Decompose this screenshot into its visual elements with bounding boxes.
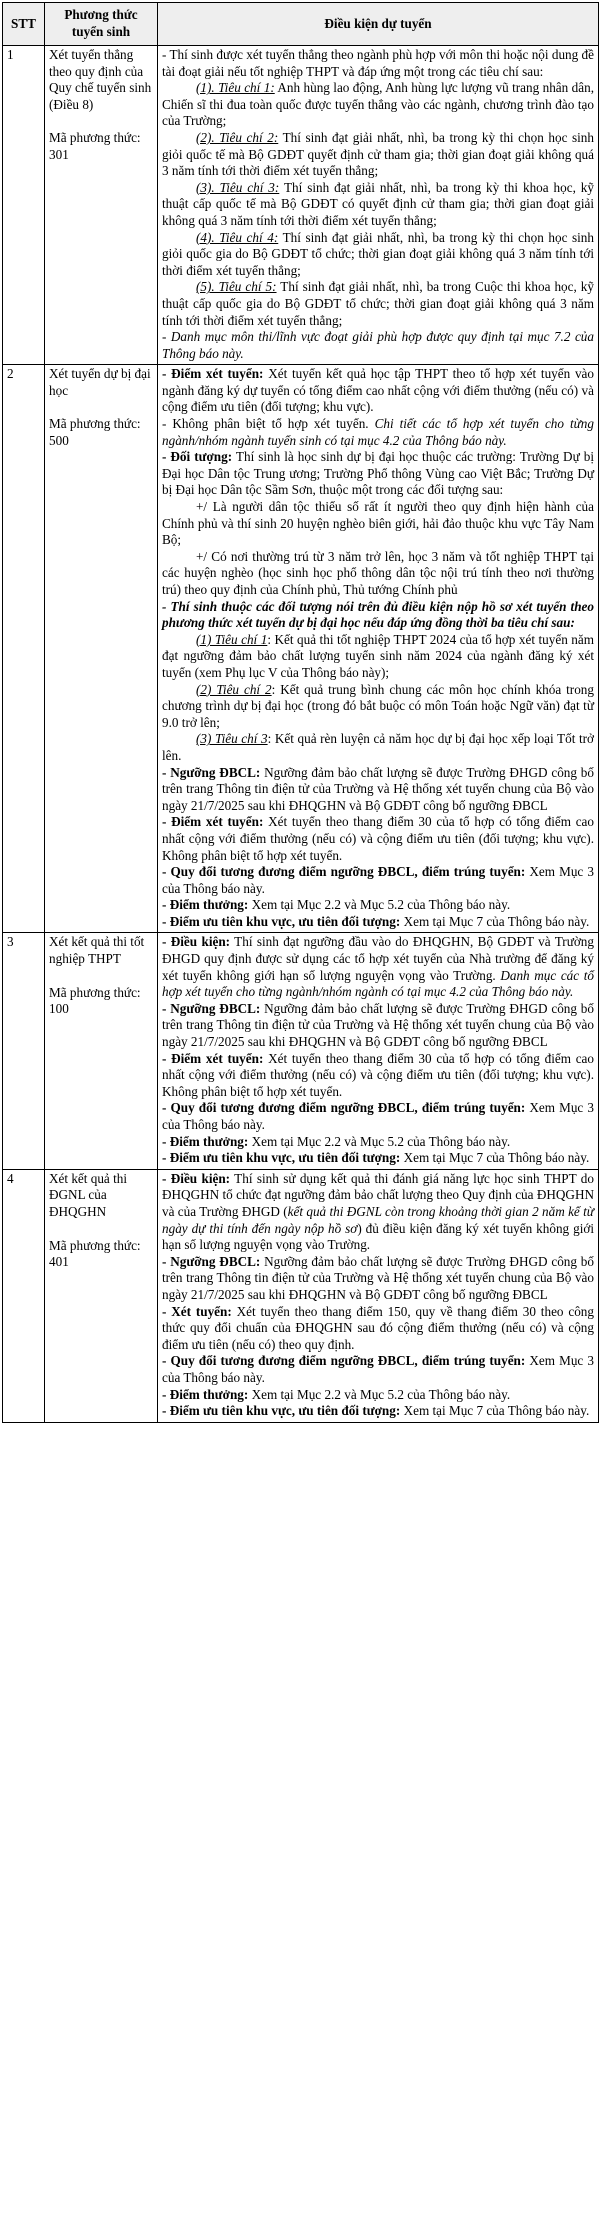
row-stt: 3 <box>3 933 45 1169</box>
condition-priority: - Điểm ưu tiên khu vực, ưu tiên đối tượng: Xem tại Mục 7 của Thông báo này. <box>162 913 590 929</box>
method-name: Xét tuyển dự bị đại học <box>49 366 151 398</box>
row-stt: 1 <box>3 46 45 365</box>
row-stt: 4 <box>3 1169 45 1422</box>
criterion: (4). Tiêu chí 4: Thí sinh đạt giải nhất, nhì, ba trong kỳ thi chọn học sinh giỏi quốc gia do Bộ GDĐT tổ chức; thời gian đoạt giải không quá 3 năm tính tới thời điểm xét tuyển thẳng; <box>162 229 594 278</box>
header-method: Phương thức tuyển sinh <box>45 3 158 46</box>
row-condition <box>158 1169 599 1422</box>
condition-priority: - Điểm ưu tiên khu vực, ưu tiên đối tượng: Xem tại Mục 7 của Thông báo này. <box>162 1150 590 1166</box>
target-item: +/ Là người dân tộc thiểu số rất ít người theo quy định hiện hành của Chính phủ và thí sinh 20 huyện nghèo biên giới, hải đảo thuộc khu vực Tây Nam Bộ; <box>162 499 594 548</box>
condition-requirement: - Điều kiện: Thí sinh sử dụng kết quả thi đánh giá năng lực học sinh THPT do ĐHQGHN tổ chức đạt ngưỡng đảm bảo chất lượng theo Quy định của ĐHQGHN và của Trường ĐHGD (kết quả thi ĐGNL còn trong khoảng thời gian 2 năm kể từ ngày dự thi tính đến ngày nộp hồ sơ) đủ điều kiện đăng ký xét tuyển không giới hạn số lượng nguyện vọng vào Trường. <box>162 1170 594 1253</box>
condition-requirement: - Điều kiện: Thí sinh đạt ngưỡng đầu vào do ĐHQGHN, Bộ GDĐT và Trường ĐHGD quy định được sử dụng các tổ hợp xét tuyển của Nhà trường để đăng ký xét tuyển không giới hạn số lượng nguyện vọng vào Trường. Danh mục các tổ hợp xét tuyển cho từng ngành/nhóm ngành có tại mục 4.2 của Thông báo này. <box>162 934 594 1000</box>
row-method <box>45 365 158 933</box>
method-code: Mã phương thức: 500 <box>49 416 141 449</box>
condition-score: - Điểm xét tuyển: Xét tuyển kết quả học tập THPT theo tổ hợp xét tuyển vào ngành đăng ký dự tuyển có tổng điểm cao nhất cộng với điểm thưởng (nếu có) và cộng điểm ưu tiên (đối tượng; khu vực). <box>162 366 594 415</box>
condition-threshold: - Ngưỡng ĐBCL: Ngưỡng đảm bảo chất lượng sẽ được Trường ĐHGD công bố trên trang Thông tin điện tử của Trường và Hệ thống xét tuyển chung của Bộ vào ngày 21/7/2025 sau khi ĐHQGHN và Bộ GDĐT công bố ngưỡng ĐBCL <box>162 1000 594 1050</box>
condition-conversion: - Quy đổi tương đương điểm ngưỡng ĐBCL, điểm trúng tuyển: Xem Mục 3 của Thông báo này. <box>162 864 594 896</box>
condition-admission-score: - Điểm xét tuyển: Xét tuyển theo thang điểm 30 của tổ hợp có tổng điểm cao nhất cộng với điểm thưởng (nếu có) và cộng điểm ưu tiên (đối tượng; khu vực). Không phân biệt tổ hợp xét tuyển. <box>162 1050 594 1099</box>
method-code: Mã phương thức: 301 <box>49 130 141 162</box>
condition-threshold: - Ngưỡng ĐBCL: Ngưỡng đảm bảo chất lượng sẽ được Trường ĐHGD công bố trên trang Thông tin điện tử của Trường và Hệ thống xét tuyển chung của Bộ vào ngày 21/7/2025 sau khi ĐHQGHN và Bộ GDĐT công bố ngưỡng ĐBCL <box>162 764 594 813</box>
header-stt: STT <box>3 3 45 46</box>
condition-eligibility: - Thí sinh thuộc các đối tượng nói trên đủ điều kiện nộp hồ sơ xét tuyển theo phương thức xét tuyển dự bị đại học nếu đáp ứng đồng thời ba tiêu chí sau: <box>162 598 594 631</box>
method-name: Xét kết quả thi tốt nghiệp THPT <box>49 934 145 967</box>
row-method <box>45 46 158 365</box>
table-row <box>3 933 599 1169</box>
condition-note: - Danh mục môn thi/lĩnh vực đoạt giải phù hợp được quy định tại mục 7.2 của Thông báo này. <box>162 329 594 361</box>
table-row <box>3 365 599 933</box>
criterion: (3) Tiêu chí 3: Kết quả rèn luyện cả năm học dự bị đại học xếp loại Tốt trở lên. <box>162 731 594 763</box>
condition-priority: - Điểm ưu tiên khu vực, ưu tiên đối tượng: Xem tại Mục 7 của Thông báo này. <box>162 1403 590 1419</box>
row-condition <box>158 933 599 1169</box>
row-method <box>45 1169 158 1422</box>
method-code: Mã phương thức: 401 <box>49 1237 141 1270</box>
condition-combination: - Không phân biệt tổ hợp xét tuyển. Chi tiết các tổ hợp xét tuyển cho từng ngành/nhóm ngành tuyển sinh có tại mục 4.2 của Thông báo này. <box>162 416 594 448</box>
table-row <box>3 46 599 365</box>
condition-bonus: - Điểm thưởng: Xem tại Mục 2.2 và Mục 5.2 của Thông báo này. <box>162 1133 511 1149</box>
condition-admission-score: - Điểm xét tuyển: Xét tuyển theo thang điểm 30 của tổ hợp có tổng điểm cao nhất cộng với điểm thưởng (nếu có) và cộng điểm ưu tiên (đối tượng; khu vực). Không phân biệt tổ hợp xét tuyển. <box>162 814 594 863</box>
condition-target: - Đối tượng: Thí sinh là học sinh dự bị đại học thuộc các trường: Trường Dự bị Đại học Dân tộc Trung ương; Trường Phổ thông Vùng cao Việt Bắc; Trường Dự bị Đại học Dân tộc Sầm Sơn, thuộc một trong các đối tượng sau: <box>162 449 594 498</box>
criterion: (2) Tiêu chí 2: Kết quả trung bình chung các môn học chính khóa trong chương trình dự bị đại học (trong đó bắt buộc có môn Toán hoặc Ngữ văn) đạt từ 9.0 trở lên; <box>162 681 594 730</box>
row-condition <box>158 365 599 933</box>
condition-conversion: - Quy đổi tương đương điểm ngưỡng ĐBCL, điểm trúng tuyển: Xem Mục 3 của Thông báo này. <box>162 1100 594 1132</box>
header-condition: Điều kiện dự tuyển <box>158 3 599 46</box>
method-name: Xét kết quả thi ĐGNL của ĐHQGHN <box>49 1170 128 1219</box>
row-stt: 2 <box>3 365 45 933</box>
criterion: (1). Tiêu chí 1: Anh hùng lao động, Anh hùng lực lượng vũ trang nhân dân, Chiến sĩ thi đua toàn quốc được tuyển thẳng vào các ngành, chương trình đào tạo của Trường; <box>162 80 594 129</box>
condition-conversion: - Quy đổi tương đương điểm ngưỡng ĐBCL, điểm trúng tuyển: Xem Mục 3 của Thông báo này. <box>162 1353 594 1385</box>
condition-intro: - Thí sinh được xét tuyển thẳng theo ngành phù hợp với môn thi hoặc nội dung đề tài đoạt giải nếu tốt nghiệp THPT và đáp ứng một trong các tiêu chí sau: <box>162 47 594 79</box>
condition-admission-score: - Xét tuyển: Xét tuyển theo thang điểm 150, quy về thang điểm 30 theo công thức quy đổi chuẩn của ĐHQGHN sau đó cộng điểm thưởng (nếu có) và cộng điểm ưu tiên (nếu có) theo quy định. <box>162 1303 594 1352</box>
condition-bonus: - Điểm thưởng: Xem tại Mục 2.2 và Mục 5.2 của Thông báo này. <box>162 897 511 913</box>
row-method <box>45 933 158 1169</box>
target-item: +/ Có nơi thường trú từ 3 năm trở lên, học 3 năm và tốt nghiệp THPT tại các huyện nghèo (học sinh học phổ thông dân tộc nội trú tính theo nơi thường trú) theo quy định của Chính phủ, Thủ tướng Chính phủ <box>162 548 594 597</box>
condition-threshold: - Ngưỡng ĐBCL: Ngưỡng đảm bảo chất lượng sẽ được Trường ĐHGD công bố trên trang Thông tin điện tử của Trường và Hệ thống xét tuyển chung của Bộ vào ngày 21/7/2025 sau khi ĐHQGHN và Bộ GDĐT công bố ngưỡng ĐBCL <box>162 1253 594 1302</box>
admission-methods-table <box>2 2 599 1423</box>
table-header-row <box>3 3 599 46</box>
condition-bonus: - Điểm thưởng: Xem tại Mục 2.2 và Mục 5.2 của Thông báo này. <box>162 1386 511 1402</box>
criterion: (2). Tiêu chí 2: Thí sinh đạt giải nhất, nhì, ba trong kỳ thi chọn học sinh giỏi quốc tế mà Bộ GDĐT quyết định cử tham gia; thời gian đoạt giải không quá 3 năm tính tới thời điểm xét tuyển thẳng; <box>162 129 594 179</box>
method-name: Xét tuyển thẳng theo quy định của Quy chế tuyển sinh (Điều 8) <box>49 47 152 112</box>
criterion: (5). Tiêu chí 5: Thí sinh đạt giải nhất, nhì, ba trong Cuộc thi khoa học, kỹ thuật cấp quốc gia do Bộ GDĐT tổ chức; thời gian đoạt giải không quá 3 năm tính tới thời điểm xét tuyển thẳng; <box>162 279 594 328</box>
criterion: (3). Tiêu chí 3: Thí sinh đạt giải nhất, nhì, ba trong kỳ thi khoa học, kỹ thuật cấp quốc tế mà Bộ GDĐT có quyết định cử tham gia; thời gian đoạt giải không quá 3 năm tính tới thời điểm xét tuyển thẳng; <box>162 179 594 228</box>
row-condition <box>158 46 599 365</box>
method-code: Mã phương thức: 100 <box>49 984 141 1017</box>
criterion: (1) Tiêu chí 1: Kết quả thi tốt nghiệp THPT 2024 của tổ hợp xét tuyển năm đạt ngưỡng đảm bảo chất lượng tuyển sinh năm 2024 của ngành đăng ký xét tuyển (xem Phụ lục V của Thông báo này); <box>162 631 594 680</box>
table-row <box>3 1169 599 1422</box>
